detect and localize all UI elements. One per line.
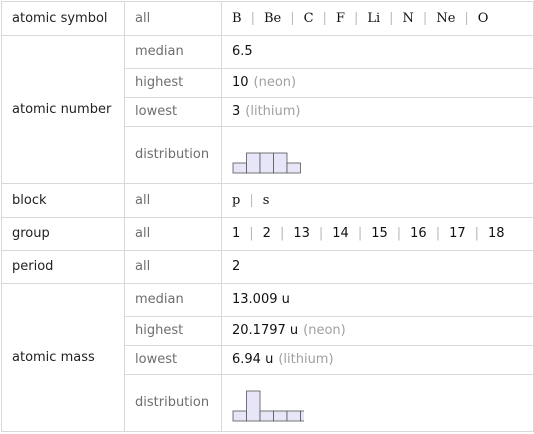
sub-label: highest (125, 69, 222, 98)
distribution-cell (222, 375, 534, 432)
value-item: p (232, 192, 241, 208)
separator: | (318, 226, 324, 241)
value-item: 16 (410, 226, 427, 241)
value-item: B (232, 10, 242, 26)
row-label: block (2, 184, 125, 218)
value-item: s (262, 192, 270, 208)
separator: | (353, 10, 359, 26)
value-note: (neon) (253, 75, 297, 90)
value-item: O (477, 10, 489, 26)
separator: | (290, 10, 295, 26)
row-label: atomic number (2, 36, 125, 184)
value-text: 20.1797 u (232, 323, 299, 338)
histogram-bar (233, 163, 247, 173)
separator: | (249, 192, 254, 208)
value (222, 69, 534, 98)
value (222, 36, 534, 69)
separator: | (322, 10, 327, 26)
histogram-bar (274, 411, 288, 421)
separator: | (464, 10, 469, 26)
histogram-bar (301, 411, 305, 421)
value-item: Li (367, 10, 381, 26)
separator: | (389, 10, 394, 26)
value-list (222, 218, 534, 251)
value (222, 251, 534, 284)
properties-table (1, 1, 534, 432)
value (222, 98, 534, 127)
value-text: 6.94 u (232, 352, 274, 367)
value-item: Be (263, 10, 282, 26)
value (222, 346, 534, 375)
value-item: 14 (332, 226, 349, 241)
separator: | (249, 226, 254, 241)
separator: | (357, 226, 363, 241)
separator: | (250, 10, 255, 26)
value-text: 6.5 (232, 44, 253, 59)
value-item: 17 (449, 226, 466, 241)
separator: | (279, 226, 285, 241)
value-item: 18 (488, 226, 505, 241)
row-atomic-mass-median (2, 284, 534, 317)
value-item: 2 (262, 226, 271, 241)
value-item: 1 (232, 226, 241, 241)
row-label: atomic symbol (2, 2, 125, 36)
value (222, 284, 534, 317)
value-item: Ne (436, 10, 456, 26)
value-item: C (303, 10, 314, 26)
value-item: 15 (371, 226, 388, 241)
distribution-cell (222, 127, 534, 184)
histogram-bar (233, 411, 247, 421)
histogram-bar (247, 153, 261, 173)
sub-label: all (125, 251, 222, 284)
atomic-number-histogram (232, 135, 304, 175)
value-item: F (335, 10, 345, 26)
sub-label: lowest (125, 346, 222, 375)
histogram-bar (287, 411, 301, 421)
sub-label: highest (125, 317, 222, 346)
atomic-mass-histogram (232, 383, 304, 423)
sub-label: distribution (125, 127, 222, 184)
row-block (2, 184, 534, 218)
histogram-bar (274, 153, 288, 173)
sub-label: all (125, 218, 222, 251)
value (222, 317, 534, 346)
row-label: atomic mass (2, 284, 125, 432)
separator: | (396, 226, 402, 241)
value-text: 10 (232, 75, 249, 90)
row-group (2, 218, 534, 251)
value-note: (lithium) (245, 104, 301, 119)
histogram-bar (260, 153, 274, 173)
value-text: 3 (232, 104, 241, 119)
histogram-bar (287, 163, 301, 173)
value-list (222, 2, 534, 36)
sub-label: all (125, 2, 222, 36)
value-item: 13 (293, 226, 310, 241)
sub-label: median (125, 284, 222, 317)
value-text: 2 (232, 259, 241, 274)
histogram-bar (260, 411, 274, 421)
row-label: period (2, 251, 125, 284)
value-text: 13.009 u (232, 292, 290, 307)
row-label: group (2, 218, 125, 251)
sub-label: median (125, 36, 222, 69)
row-atomic-number-median (2, 36, 534, 69)
sub-label: distribution (125, 375, 222, 432)
separator: | (422, 10, 428, 26)
value-list (222, 184, 534, 218)
sub-label: lowest (125, 98, 222, 127)
sub-label: all (125, 184, 222, 218)
row-period (2, 251, 534, 284)
separator: | (435, 226, 441, 241)
row-atomic-symbol (2, 2, 534, 36)
histogram-bar (247, 391, 261, 421)
value-note: (neon) (303, 323, 346, 338)
value-note: (lithium) (278, 352, 334, 367)
separator: | (474, 226, 480, 241)
value-item: N (402, 10, 414, 26)
